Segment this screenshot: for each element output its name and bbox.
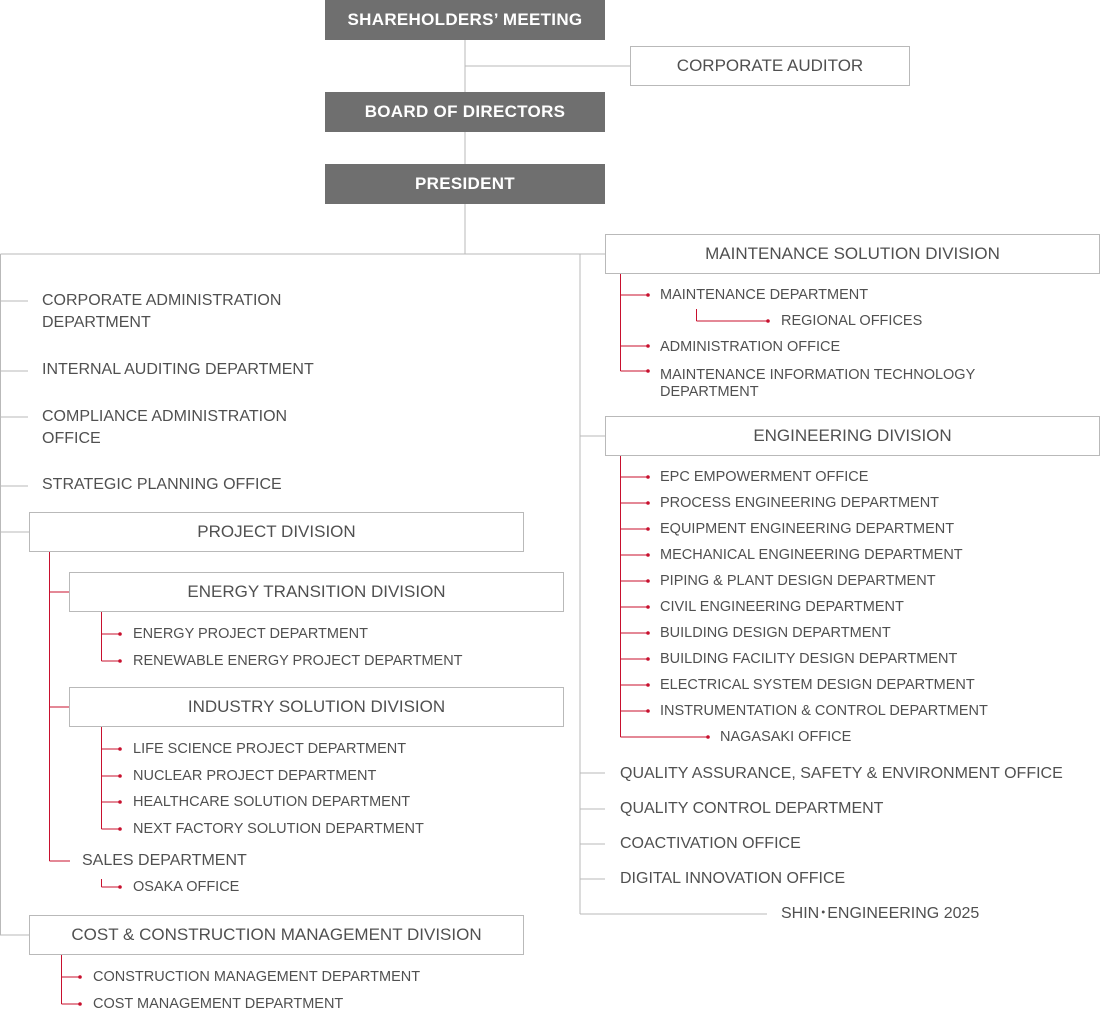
quality-control-department: QUALITY CONTROL DEPARTMENT (620, 800, 884, 817)
energy-transition-division-box: ENERGY TRANSITION DIVISION (69, 572, 564, 612)
shin-engineering-2025: SHIN･ENGINEERING 2025 (781, 905, 980, 922)
next-factory-solution-department: NEXT FACTORY SOLUTION DEPARTMENT (133, 821, 424, 837)
building-facility-design-department: BUILDING FACILITY DESIGN DEPARTMENT (660, 651, 958, 667)
corporate-administration-department: CORPORATE ADMINISTRATION DEPARTMENT (42, 292, 282, 331)
administration-office: ADMINISTRATION OFFICE (660, 339, 841, 355)
maintenance-solution-division-box: MAINTENANCE SOLUTION DIVISION (605, 234, 1100, 274)
maintenance-information-technology-department: MAINTENANCE INFORMATION TECHNOLOGY DEPARTMENT (660, 367, 975, 400)
construction-management-department: CONSTRUCTION MANAGEMENT DEPARTMENT (93, 969, 421, 985)
renewable-energy-project-department: RENEWABLE ENERGY PROJECT DEPARTMENT (133, 653, 463, 669)
quality-assurance-safety-environment-office: QUALITY ASSURANCE, SAFETY & ENVIRONMENT OFFICE (620, 765, 1063, 782)
osaka-office: OSAKA OFFICE (133, 879, 240, 895)
compliance-administration-office: COMPLIANCE ADMINISTRATION OFFICE (42, 408, 288, 447)
piping-plant-design-department: PIPING & PLANT DESIGN DEPARTMENT (660, 573, 936, 589)
president-box: PRESIDENT (325, 164, 605, 204)
life-science-project-department: LIFE SCIENCE PROJECT DEPARTMENT (133, 741, 407, 757)
electrical-system-design-department: ELECTRICAL SYSTEM DESIGN DEPARTMENT (660, 677, 975, 693)
internal-auditing-department: INTERNAL AUDITING DEPARTMENT (42, 361, 314, 378)
energy-project-department: ENERGY PROJECT DEPARTMENT (133, 626, 368, 642)
industry-solution-division-box: INDUSTRY SOLUTION DIVISION (69, 687, 564, 727)
maintenance-department: MAINTENANCE DEPARTMENT (660, 287, 869, 303)
strategic-planning-office: STRATEGIC PLANNING OFFICE (42, 476, 282, 493)
project-division-box: PROJECT DIVISION (29, 512, 524, 552)
nuclear-project-department: NUCLEAR PROJECT DEPARTMENT (133, 768, 377, 784)
equipment-engineering-department: EQUIPMENT ENGINEERING DEPARTMENT (660, 521, 955, 537)
engineering-division-box: ENGINEERING DIVISION (605, 416, 1100, 456)
coactivation-office: COACTIVATION OFFICE (620, 835, 801, 852)
healthcare-solution-department: HEALTHCARE SOLUTION DEPARTMENT (133, 794, 411, 810)
process-engineering-department: PROCESS ENGINEERING DEPARTMENT (660, 495, 940, 511)
epc-empowerment-office: EPC EMPOWERMENT OFFICE (660, 469, 869, 485)
regional-offices: REGIONAL OFFICES (781, 313, 923, 329)
nagasaki-office: NAGASAKI OFFICE (720, 729, 852, 745)
sales-department: SALES DEPARTMENT (82, 852, 247, 869)
shareholders-meeting-box: SHAREHOLDERS’ MEETING (325, 0, 605, 40)
board-of-directors-box: BOARD OF DIRECTORS (325, 92, 605, 132)
cost-management-department: COST MANAGEMENT DEPARTMENT (93, 996, 344, 1012)
building-design-department: BUILDING DESIGN DEPARTMENT (660, 625, 891, 641)
cost-construction-management-division-box: COST & CONSTRUCTION MANAGEMENT DIVISION (29, 915, 524, 955)
instrumentation-control-department: INSTRUMENTATION & CONTROL DEPARTMENT (660, 703, 988, 719)
digital-innovation-office: DIGITAL INNOVATION OFFICE (620, 870, 846, 887)
corporate-auditor-box: CORPORATE AUDITOR (630, 46, 910, 86)
mechanical-engineering-department: MECHANICAL ENGINEERING DEPARTMENT (660, 547, 963, 563)
civil-engineering-department: CIVIL ENGINEERING DEPARTMENT (660, 599, 904, 615)
